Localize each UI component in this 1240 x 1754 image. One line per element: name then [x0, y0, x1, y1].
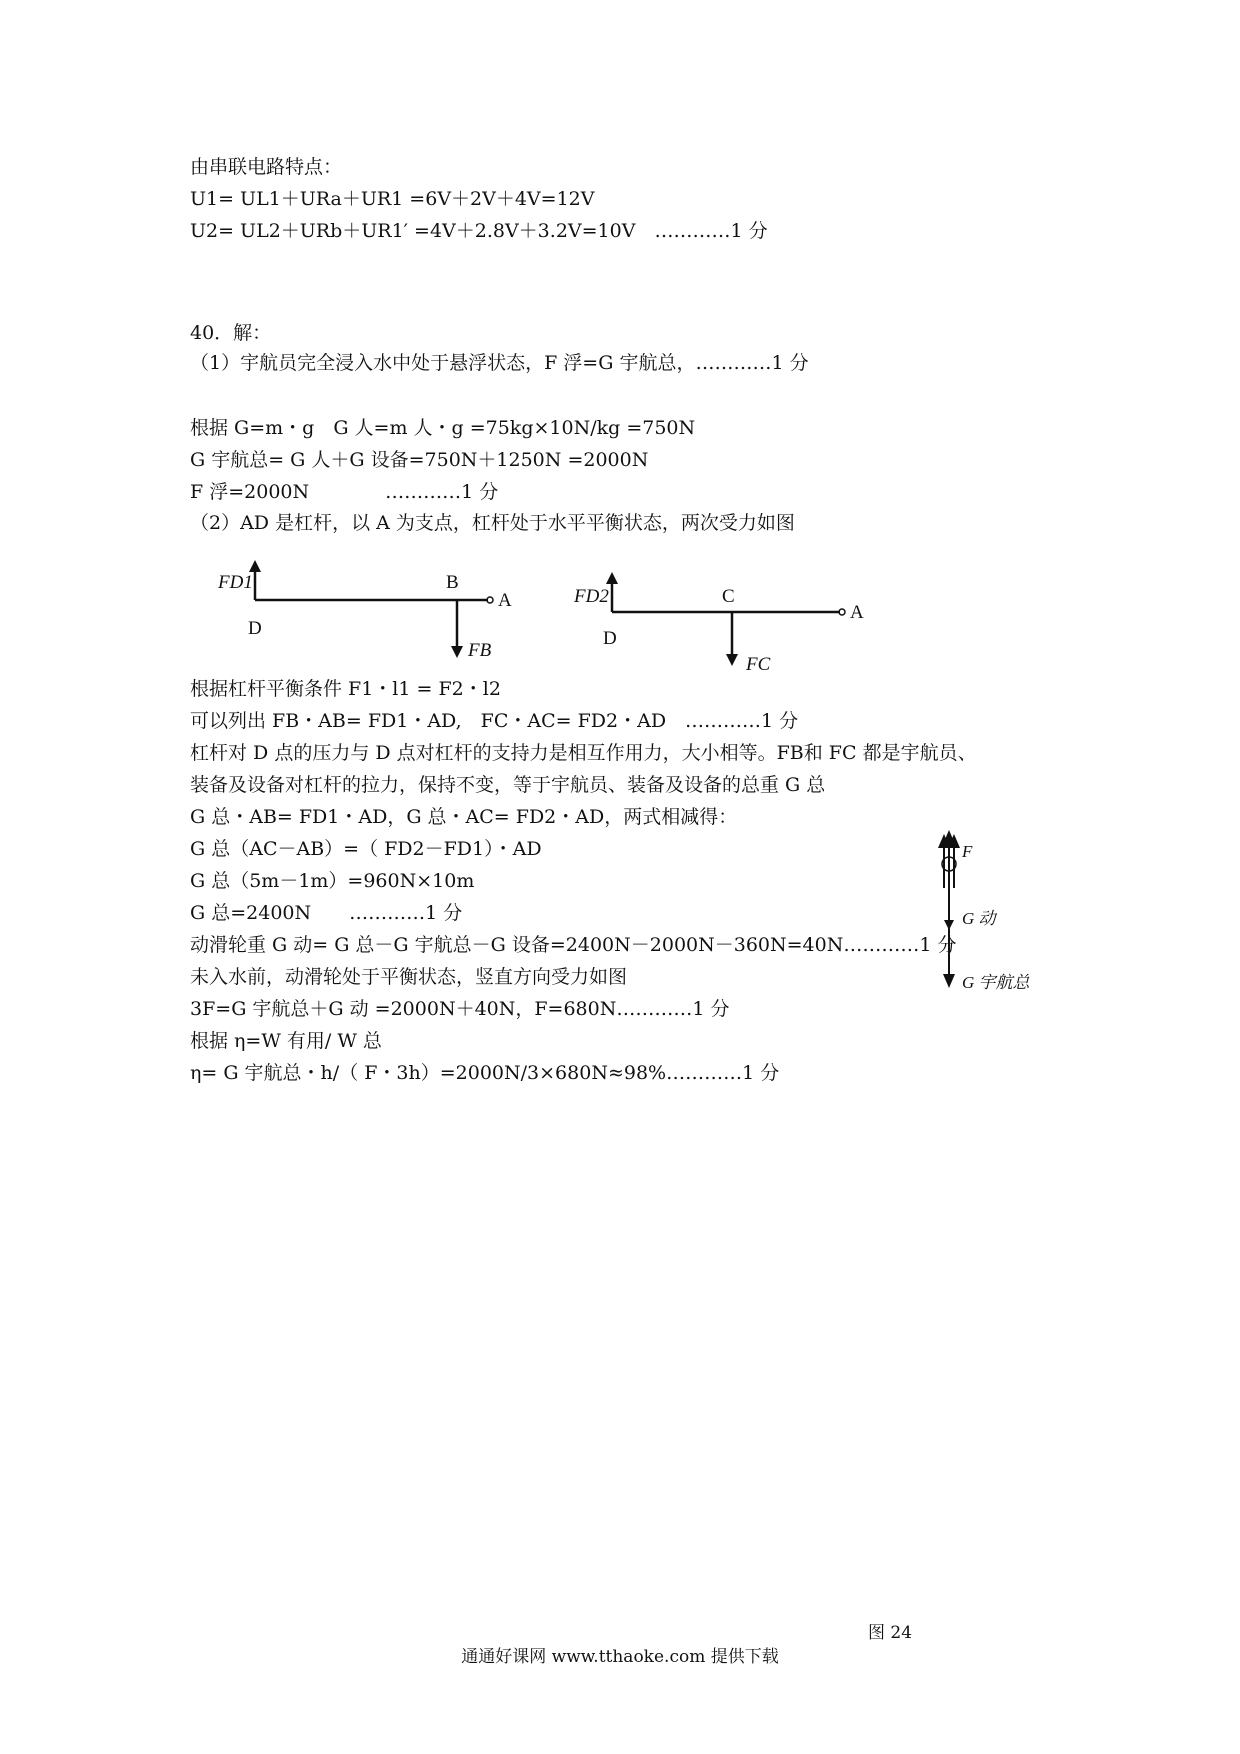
page-footer: 通通好课网 www.tthaoke.com 提供下载 — [461, 1647, 779, 1667]
label-force-f: F — [962, 842, 973, 861]
text-line-14: G 总・AB= FD1・AD，G 总・AC= FD2・AD，两式相减得： — [190, 806, 738, 828]
text-line-15: G 总（AC－AB）=（ FD2－FD1）・AD — [190, 838, 542, 860]
label-a: A — [498, 590, 512, 611]
text-line-11: 可以列出 FB・AB= FD1・AD, FC・AC= FD2・AD …………1 分 — [190, 710, 799, 732]
text-line-22: η= G 宇航总・h/（ F・3h）=2000N/3×680N≈98%…………1 分 — [190, 1062, 780, 1084]
label-g-dong: G 动 — [962, 909, 996, 928]
label-d2: D — [603, 628, 617, 649]
text-line-2: U1= UL1＋URa＋UR1 =6V＋2V＋4V=12V — [190, 188, 595, 210]
text-line-5: （1）宇航员完全浸入水中处于悬浮状态，F 浮=G 宇航总，…………1 分 — [190, 352, 809, 374]
label-fd1: FD1 — [218, 572, 253, 593]
text-line-21: 根据 η=W 有用/ W 总 — [190, 1030, 382, 1052]
label-c: C — [722, 586, 735, 607]
text-line-13: 装备及设备对杠杆的拉力，保持不变，等于宇航员、装备及设备的总重 G 总 — [190, 774, 826, 796]
text-line-3: U2= UL2＋URb＋UR1′ =4V＋2.8V＋3.2V=10V …………1 分 — [190, 220, 768, 242]
text-line-1: 由串联电路特点： — [190, 156, 343, 178]
text-line-19: 未入水前，动滑轮处于平衡状态，竖直方向受力如图 — [190, 966, 628, 988]
label-fb: FB — [468, 640, 492, 661]
text-line-17: G 总=2400N …………1 分 — [190, 902, 463, 924]
text-line-18: 动滑轮重 G 动= G 总－G 宇航总－G 设备=2400N－2000N－360N=40N…………1 分 — [190, 934, 957, 956]
text-line-7: G 宇航总= G 人＋G 设备=750N＋1250N =2000N — [190, 449, 649, 471]
label-d: D — [248, 618, 262, 639]
text-line-20: 3F=G 宇航总＋G 动 =2000N＋40N，F=680N…………1 分 — [190, 998, 730, 1020]
lever-diagram-2-svg — [570, 558, 880, 678]
label-g-yuhang: G 宇航总 — [962, 973, 1030, 992]
label-b: B — [446, 572, 459, 593]
label-a2: A — [850, 602, 864, 623]
label-fd2: FD2 — [574, 586, 609, 607]
lever-diagram-1 — [210, 558, 540, 668]
text-line-6: 根据 G=m・g G 人=m 人・g =75kg×10N/kg =750N — [190, 417, 696, 439]
lever-diagram-2 — [570, 558, 880, 678]
text-line-10: 根据杠杆平衡条件 F1・l1 = F2・l2 — [190, 678, 501, 700]
text-line-4: 40．解： — [190, 322, 272, 344]
pulley-force-diagram — [930, 828, 1070, 998]
figure-label: 图 24 — [868, 1623, 913, 1643]
text-line-8: F 浮=2000N …………1 分 — [190, 481, 499, 503]
text-line-16: G 总（5m－1m）=960N×10m — [190, 870, 475, 892]
text-line-9: （2）AD 是杠杆，以 A 为支点，杠杆处于水平平衡状态，两次受力如图 — [190, 512, 795, 534]
text-line-12: 杠杆对 D 点的压力与 D 点对杠杆的支持力是相互作用力，大小相等。FB和 FC 都是宇航员、 — [190, 742, 977, 764]
label-fc: FC — [746, 654, 771, 675]
